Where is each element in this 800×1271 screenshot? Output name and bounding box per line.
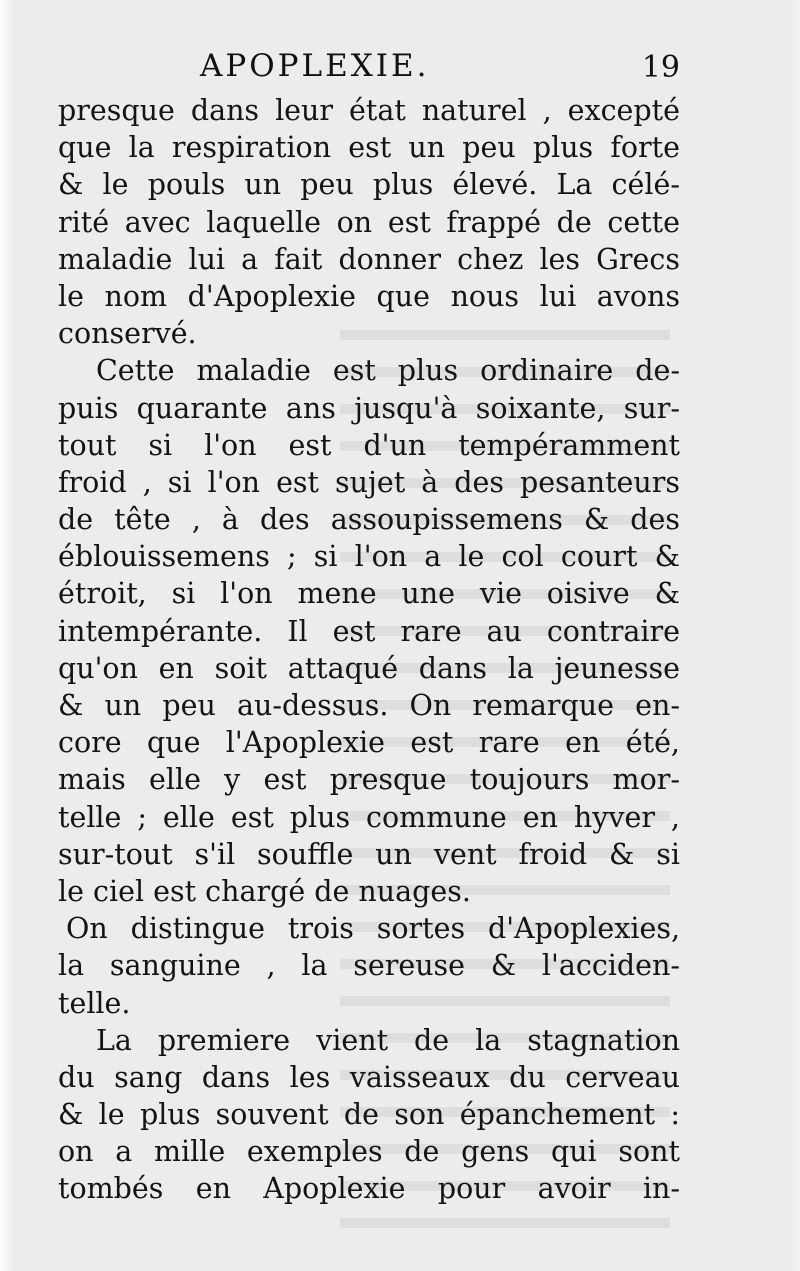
text-line: core que l'Apoplexie est rare en été, [58, 726, 680, 760]
text-line: telle ; elle est plus commune en hyver , [58, 800, 680, 834]
text-line: le ciel est chargé de nuages. [58, 874, 471, 908]
text-line: mais elle y est presque toujours mor- [58, 763, 680, 797]
text-line: que la respiration est un peu plus forte [58, 131, 680, 165]
text-line: éblouissemens ; si l'on a le col court & [58, 540, 680, 574]
text-line: la sanguine , la sereuse & l'acciden- [58, 949, 680, 983]
text-line: tout si l'on est d'un tempéramment [58, 428, 680, 462]
text-line: & un peu au-dessus. On remarque en- [58, 689, 680, 722]
text-line: froid , si l'on est sujet à des pesanteurs [58, 465, 680, 499]
text-line: rité avec laquelle on est frappé de cette [58, 205, 680, 239]
text-line: & le plus souvent de son épanchement : [58, 1098, 680, 1132]
text-line: étroit, si l'on mene une vie oisive & [58, 577, 680, 611]
text-line: le nom d'Apoplexie que nous lui avons [58, 279, 680, 313]
running-title: APOPLEXIE. [200, 48, 430, 84]
text-line: conservé. [58, 317, 197, 351]
text-line: de tête , à des assoupissemens & des [58, 503, 680, 537]
text-line: Cette maladie est plus ordinaire de- [96, 354, 680, 388]
text-line: tombés en Apoplexie pour avoir in- [58, 1172, 680, 1206]
text-line: La premiere vient de la stagnation [96, 1023, 680, 1057]
text-line: qu'on en soit attaqué dans la jeunesse [58, 651, 680, 685]
page-right-edge [790, 0, 800, 1271]
text-line: sur-tout s'il souffle un vent froid & si [58, 837, 680, 871]
text-line: du sang dans les vaisseaux du cerveau [58, 1060, 680, 1094]
text-line: & le pouls un peu plus élevé. La célé- [58, 168, 680, 202]
text-line: telle. [58, 986, 131, 1020]
page-left-edge [0, 0, 14, 1271]
text-line: intempérante. Il est rare au contraire [58, 614, 680, 648]
body-text [58, 92, 680, 1208]
text-line: On distingue trois sortes d'Apoplexies, [66, 912, 680, 946]
text-line: puis quarante ans jusqu'à soixante, sur- [58, 391, 680, 425]
running-head [60, 46, 680, 96]
text-line: on a mille exemples de gens qui sont [58, 1135, 680, 1169]
page-number: 19 [641, 50, 680, 85]
text-line: presque dans leur état naturel , excepté [58, 94, 680, 127]
text-line: maladie lui a fait donner chez les Grecs [58, 242, 680, 276]
